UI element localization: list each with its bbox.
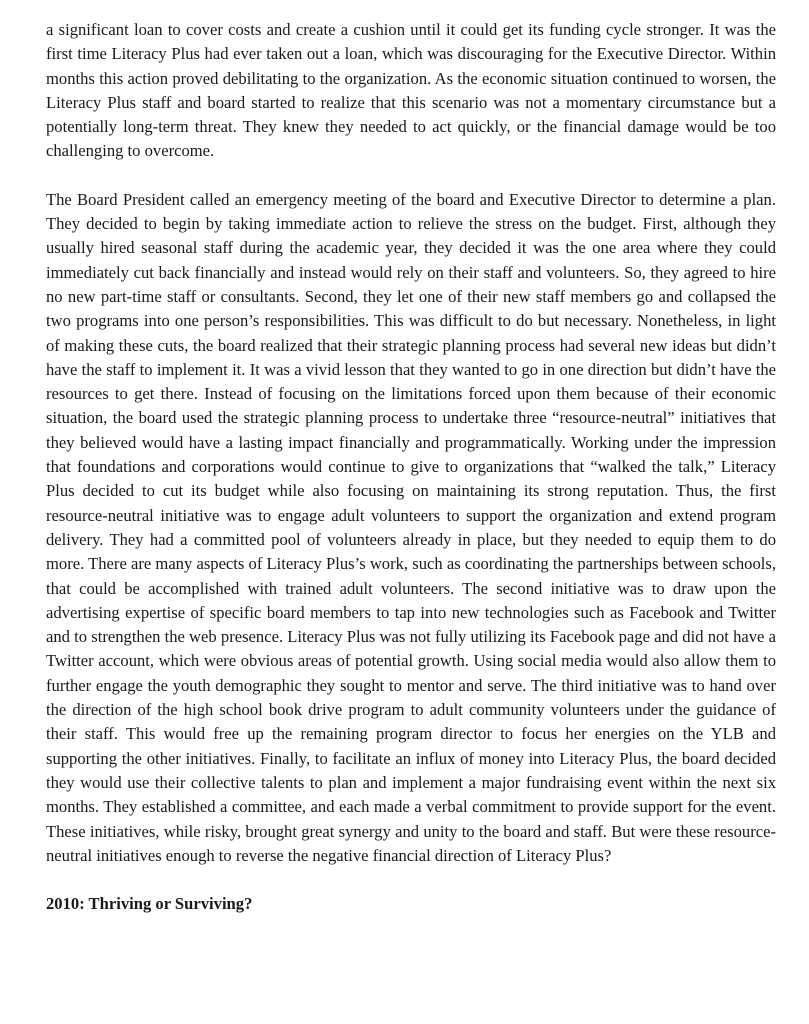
document-page [46, 18, 776, 916]
paragraph-loan-situation: a significant loan to cover costs and create a cushion until it could get its funding cycle stronger. It was the first time Literacy Plus had ever taken out a loan, which was discouraging for the Executive Director. Within months this action proved debilitating to the organization. As the economic situation continued to worsen, the Literacy Plus staff and board started to realize that this scenario was not a momentary circumstance but a potentially long-term threat. They knew they needed to act quickly, or the financial damage would be too challenging to overcome. [46, 20, 776, 161]
section-heading: 2010: Thriving or Surviving? [46, 894, 253, 914]
paragraph-board-plan: The Board President called an emergency meeting of the board and Executive Director to determine a plan. They decided to begin by taking immediate action to relieve the stress on the budget. First, although they usually hired seasonal staff during the academic year, they decided it was the one area where they could immediately cut back financially and instead would rely on their staff and volunteers. So, they agreed to hire no new part-time staff or consultants. Second, they let one of their new staff members go and collapsed the two programs into one person’s responsibilities. This was difficult to do but necessary. Nonetheless, in light of making these cuts, the board realized that their strategic planning process had several new ideas but didn’t have the staff to implement it. It was a vivid lesson that they wanted to go in one direction but didn’t have the resources to get there. Instead of focusing on the limitations forced upon them because of their economic situation, the board used the strategic planning process to undertake three “resource-neutral” initiatives that they believed would have a lasting impact financially and programmatically. Working under the impression that foundations and corporations would continue to give to organizations that “walked the talk,” Literacy Plus decided to cut its budget while also focusing on maintaining its strong reputation. Thus, the first resource-neutral initiative was to engage adult volunteers to support the organization and extend program delivery. They had a committed pool of volunteers already in place, but they needed to equip them to do more. There are many aspects of Literacy Plus’s work, such as coordinating the partnerships between schools, that could be accomplished with trained adult volunteers. The second initiative was to draw upon the advertising expertise of specific board members to tap into new technologies such as Facebook and Twitter and to strengthen the web presence. Literacy Plus was not fully utilizing its Facebook page and did not have a Twitter account, which were obvious areas of potential growth. Using social media would also allow them to further engage the youth demographic they sought to mentor and serve. The third initiative was to hand over the direction of the high school book drive program to adult community volunteers under the guidance of their staff. This would free up the remaining program director to focus her energies on the YLB and supporting the other initiatives. Finally, to facilitate an influx of money into Literacy Plus, the board decided they would use their collective talents to plan and implement a major fundraising event within the next six months. They established a committee, and each made a verbal commitment to provide support for the event. These initiatives, while risky, brought great synergy and unity to the board and staff. But were these resource-neutral initiatives enough to reverse the negative financial direction of Literacy Plus? [46, 189, 776, 865]
